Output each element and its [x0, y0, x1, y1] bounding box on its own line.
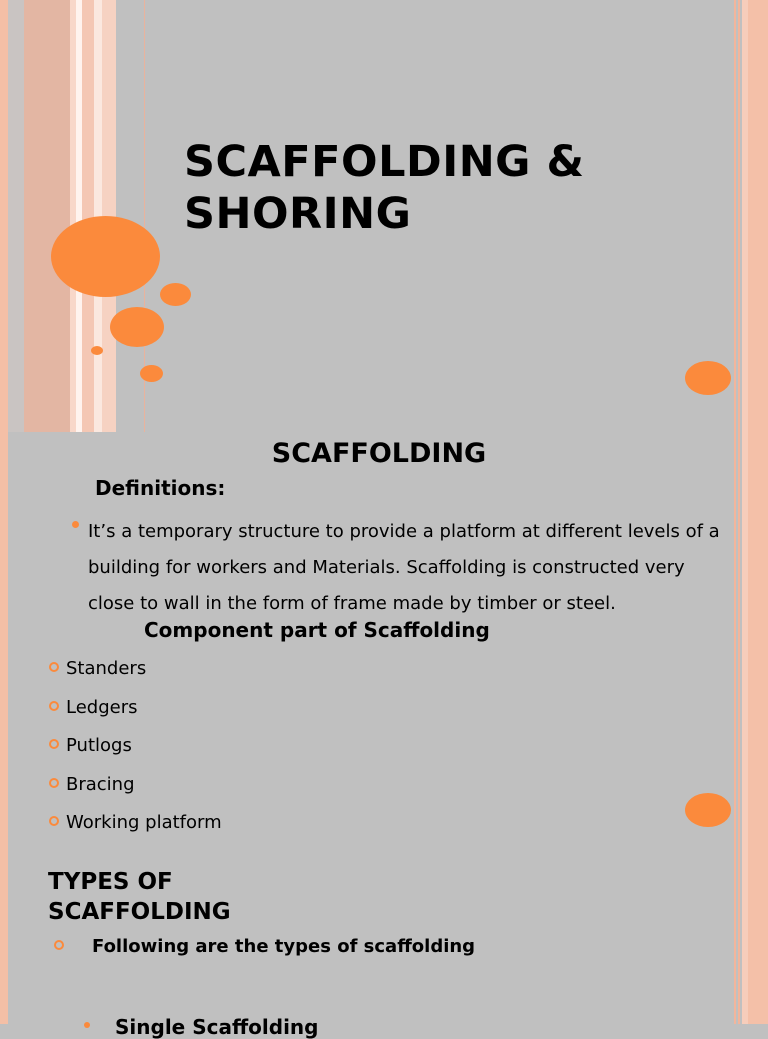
list-item-label: Putlogs — [66, 735, 132, 756]
bullet-ring-icon — [49, 778, 59, 788]
slide-heading-line: SCAFFOLDING — [48, 899, 231, 925]
list-item — [48, 731, 222, 770]
bullet-dot-icon — [84, 1022, 90, 1028]
slide-heading — [48, 867, 231, 927]
decorative-circle-right — [685, 793, 731, 827]
slide-title — [184, 136, 584, 240]
decorative-stripe — [82, 0, 94, 432]
bullet-dot-icon — [72, 521, 79, 528]
slide-heading: SCAFFOLDING — [271, 438, 487, 469]
bullet-ring-icon — [49, 662, 59, 672]
types-intro-text: Following are the types of scaffolding — [92, 936, 476, 957]
bullet-ring-icon — [49, 739, 59, 749]
list-item-label: Working platform — [66, 812, 222, 833]
decorative-stripe — [738, 432, 740, 865]
decorative-stripe — [0, 0, 8, 432]
decorative-circle — [160, 283, 191, 306]
slide-title-line: SCAFFOLDING & — [184, 137, 585, 187]
decorative-circle-tiny — [91, 346, 103, 355]
slide-title-line: SHORING — [184, 189, 412, 239]
components-heading: Component part of Scaffolding — [144, 618, 490, 642]
decorative-stripe — [734, 432, 736, 865]
components-list — [48, 654, 222, 847]
title-slide — [0, 0, 768, 432]
decorative-stripe — [0, 432, 8, 865]
decorative-stripe — [748, 432, 768, 865]
definition-text: It’s a temporary structure to provide a platform at different levels of a building for workers and Materials. Scaffolding is constructed very close to wall in the form of frame made by timber or steel. — [88, 521, 720, 614]
bullet-ring-icon — [49, 701, 59, 711]
scaffolding-slide — [0, 432, 768, 865]
decorative-stripe — [8, 0, 24, 432]
list-item — [48, 808, 222, 847]
decorative-stripe — [748, 0, 768, 432]
decorative-circle — [110, 307, 164, 347]
types-first-item: Single Scaffolding — [115, 1015, 319, 1039]
list-item — [48, 770, 222, 809]
decorative-circle-large — [51, 216, 160, 297]
list-item-label: Bracing — [66, 773, 135, 795]
decorative-circle — [140, 365, 163, 382]
definitions-heading: Definitions: — [95, 476, 226, 500]
decorative-circle-right — [685, 361, 731, 395]
list-item — [48, 654, 222, 693]
decorative-stripe — [738, 0, 740, 432]
decorative-stripe — [738, 865, 740, 1024]
list-item — [48, 693, 222, 732]
decorative-stripe — [734, 865, 736, 1024]
bullet-ring-icon — [49, 816, 59, 826]
slide-heading-line: TYPES OF — [48, 869, 173, 895]
bullet-ring-icon — [54, 940, 64, 950]
decorative-stripe — [734, 0, 736, 432]
decorative-stripe — [24, 0, 70, 432]
list-item-label: Ledgers — [66, 696, 138, 718]
types-slide — [0, 865, 768, 1039]
decorative-stripe — [0, 865, 8, 1024]
list-item-label: Standers — [66, 658, 147, 679]
decorative-stripe — [748, 865, 768, 1024]
